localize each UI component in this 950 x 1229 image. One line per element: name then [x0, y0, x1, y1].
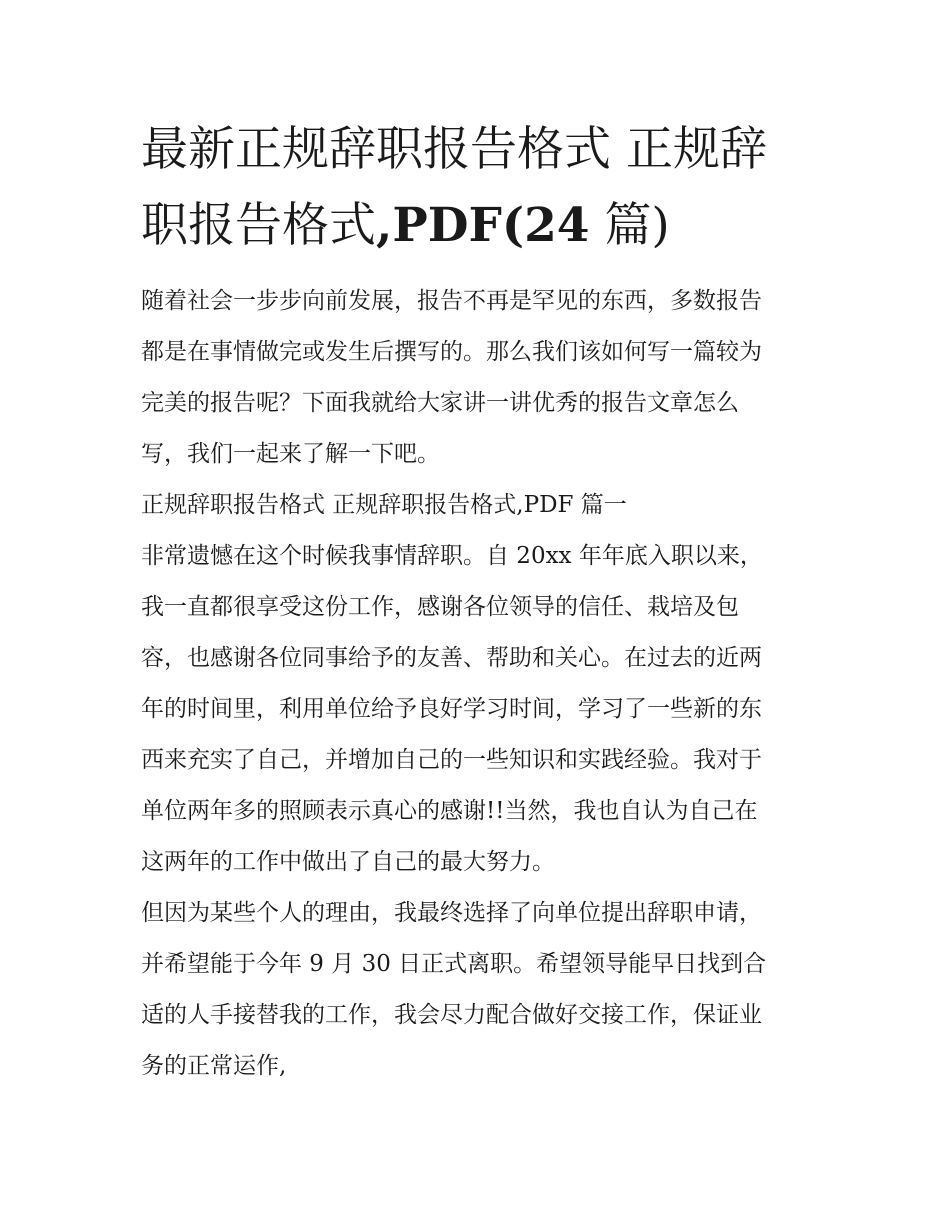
text-line: 正规辞职报告格式 正规辞职报告格式,PDF 篇一 [141, 492, 627, 518]
body-paragraph-1 [141, 531, 821, 888]
document-title [141, 112, 831, 264]
title-line-1: 最新正规辞职报告格式 正规辞 [141, 122, 767, 177]
text-line: 单位两年多的照顾表示真心的感谢!!当然，我也自认为自己在 [141, 798, 758, 824]
text-line: 但因为某些个人的理由，我最终选择了向单位提出辞职申请， [141, 900, 762, 926]
text-line: 非常遗憾在这个时候我事情辞职。自 20xx 年年底入职以来， [141, 543, 763, 569]
intro-paragraph [141, 276, 821, 480]
title-line-2-tail: 篇) [604, 198, 670, 253]
document-body [141, 276, 821, 1092]
text-line: 务的正常运作, [141, 1053, 287, 1079]
text-line: 容，也感谢各位同事给予的友善、帮助和关心。在过去的近两 [141, 645, 762, 671]
text-line: 随着社会一步步向前发展，报告不再是罕见的东西，多数报告 [141, 288, 762, 314]
body-paragraph-2 [141, 888, 821, 1092]
title-line-2-latin: ,PDF(24 [376, 198, 590, 253]
text-line: 都是在事情做完或发生后撰写的。那么我们该如何写一篇较为 [141, 339, 762, 365]
text-line: 完美的报告呢？下面我就给大家讲一讲优秀的报告文章怎么 [141, 390, 739, 416]
text-line: 我一直都很享受这份工作，感谢各位领导的信任、栽培及包 [141, 594, 739, 620]
section-heading [141, 480, 821, 531]
text-line: 西来充实了自己，并增加自己的一些知识和实践经验。我对于 [141, 747, 762, 773]
text-line: 这两年的工作中做出了自己的最大努力。 [141, 849, 555, 875]
text-line: 适的人手接替我的工作，我会尽力配合做好交接工作，保证业 [141, 1002, 762, 1028]
text-line: 并希望能于今年 9 月 30 日正式离职。希望领导能早日找到合 [141, 951, 767, 977]
title-line-2-text: 职报告格式 [141, 198, 376, 253]
text-line: 写，我们一起来了解一下吧。 [141, 441, 440, 467]
text-line: 年的时间里，利用单位给予良好学习时间，学习了一些新的东 [141, 696, 762, 722]
